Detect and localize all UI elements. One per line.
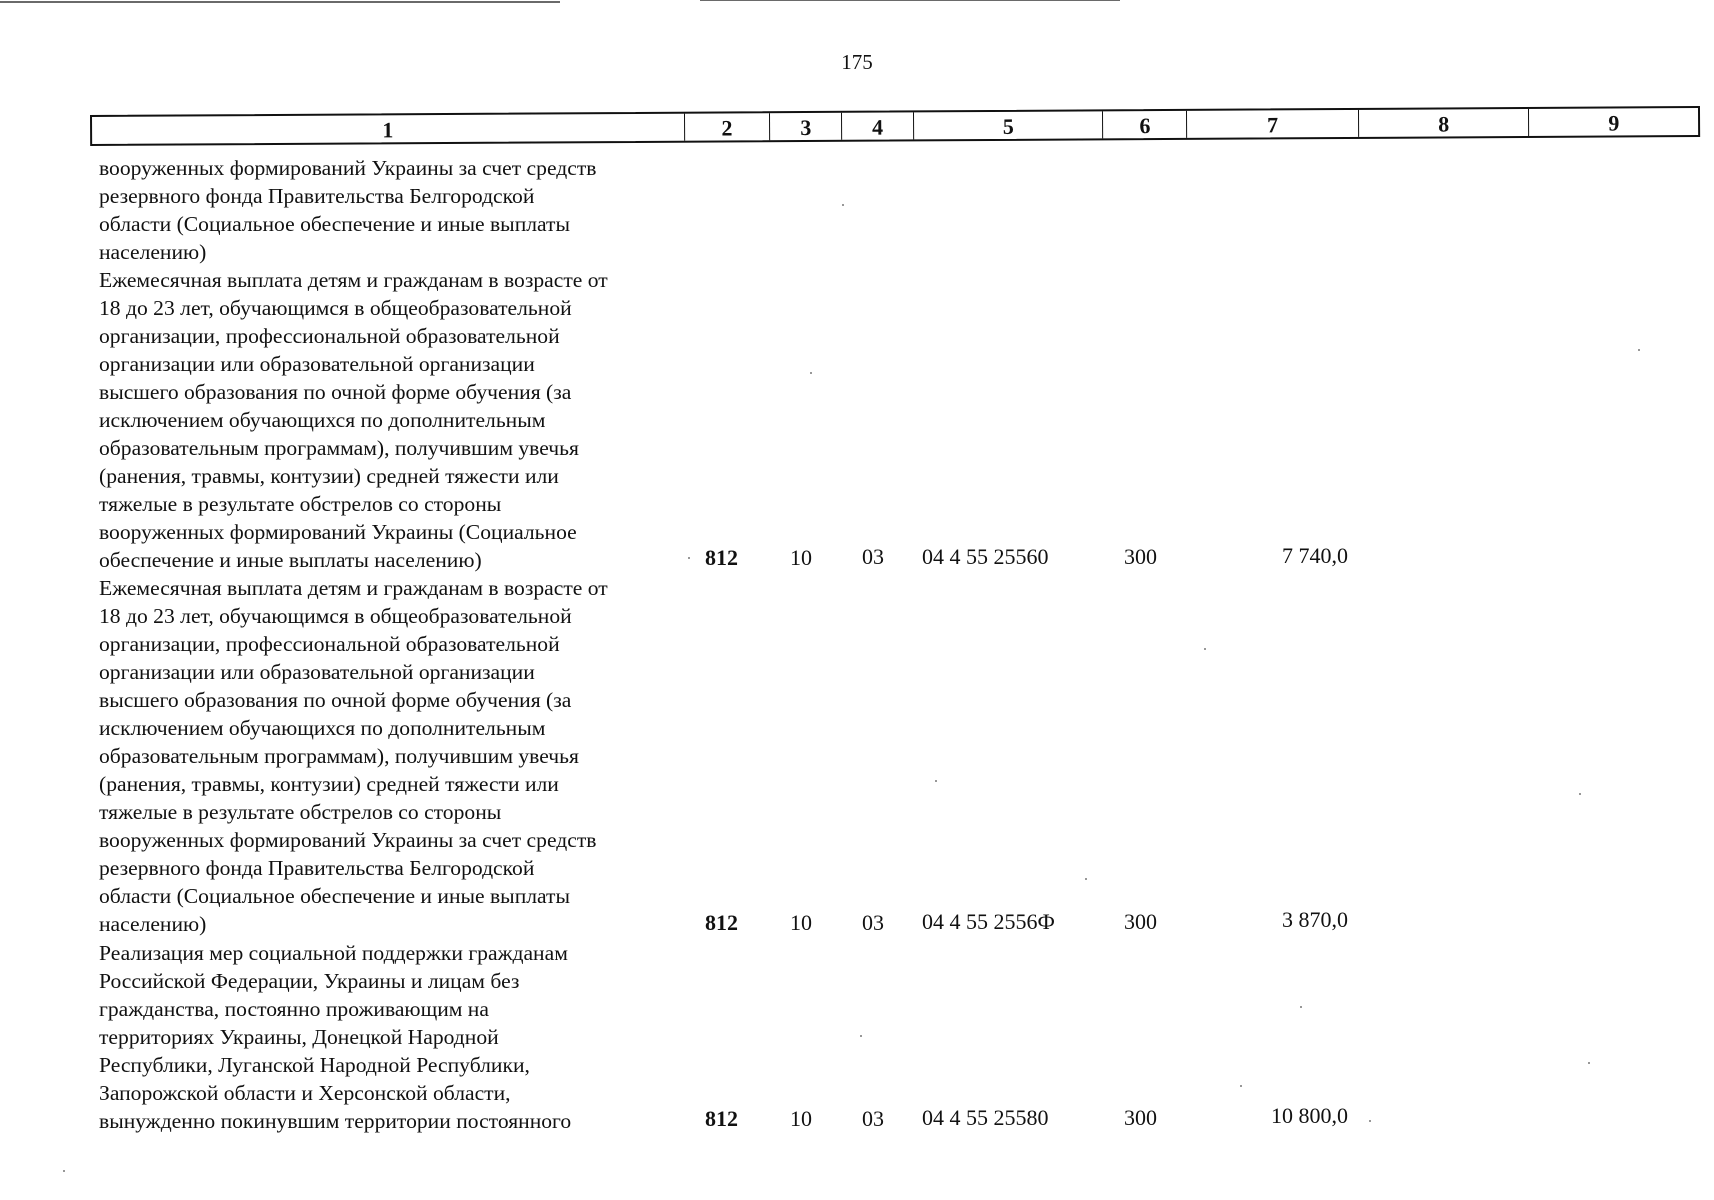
scan-speck (1300, 1006, 1302, 1008)
scan-speck (1369, 1120, 1371, 1122)
scan-speck (1638, 349, 1640, 351)
cell-subsection: 03 (862, 544, 884, 569)
scan-speck (935, 780, 937, 782)
cell-amount: 3 870,0 (1282, 907, 1348, 932)
column-header-8: 8 (1359, 109, 1530, 137)
cell-admin-code: 812 (705, 545, 738, 570)
scan-speck (1240, 1085, 1242, 1087)
row-description: Реализация мер социальной поддержки гражданам Российской Федерации, Украины и лицам без гражданства, постоянно проживающим на территориях Украины, Донецкой Народной Республики, Луганской Народной Республики, Запорожской области и Херсонской области, вынужденно покинувшим территории постоянного (99, 941, 572, 1133)
cell-amount: 7 740,0 (1282, 543, 1348, 568)
cell-target-article: 04 4 55 25560 (922, 544, 1049, 569)
scan-speck (860, 1035, 862, 1037)
table-header (90, 106, 1700, 146)
cell-admin-code: 812 (705, 1106, 738, 1131)
row-description: Ежемесячная выплата детям и гражданам в возрасте от 18 до 23 лет, обучающимся в общеобразовательной организации, профессиональной образовательной организации или образовательной организации высшего образования по очной форме обучения (за исключением обучающихся по дополнительным образовательным программам), получившим увечья (ранения, травмы, контузии) средней тяжести или тяжелые в результате обстрелов со стороны вооруженных формирований Украины за счет средств резервного фонда Правительства Белгородской области (Социальное обеспечение и иные выплаты населению) (99, 576, 608, 936)
scan-speck (688, 557, 690, 559)
column-header-5: 5 (914, 111, 1104, 139)
scan-speck (63, 1170, 65, 1172)
cell-subsection: 03 (862, 910, 884, 935)
row-description: вооруженных формирований Украины за счет средств резервного фонда Правительства Белгородской области (Социальное обеспечение и иные выплаты населению) (99, 156, 597, 264)
scan-speck (1204, 648, 1206, 650)
cell-target-article: 04 4 55 25580 (922, 1105, 1049, 1130)
cell-section: 10 (790, 1106, 812, 1131)
scan-edge-line (0, 1, 560, 3)
cell-target-article: 04 4 55 2556Ф (922, 909, 1055, 934)
scan-edge-line (700, 0, 1120, 1)
cell-subsection: 03 (862, 1106, 884, 1131)
cell-expense-type: 300 (1124, 1105, 1157, 1130)
cell-expense-type: 300 (1124, 544, 1157, 569)
cell-admin-code: 812 (705, 910, 738, 935)
scan-speck (1579, 793, 1581, 795)
column-header-6: 6 (1103, 111, 1187, 138)
column-header-2: 2 (685, 113, 771, 140)
column-header-1: 1 (92, 114, 685, 144)
cell-expense-type: 300 (1124, 909, 1157, 934)
column-header-9: 9 (1608, 110, 1620, 136)
scan-speck (810, 372, 812, 374)
cell-amount: 10 800,0 (1271, 1103, 1348, 1128)
cell-section: 10 (790, 910, 812, 935)
scan-speck (1085, 878, 1087, 880)
cell-section: 10 (790, 545, 812, 570)
column-header-4: 4 (842, 112, 914, 139)
column-header-3: 3 (770, 113, 842, 140)
scan-speck (842, 204, 844, 206)
column-header-7: 7 (1187, 110, 1359, 138)
row-description: Ежемесячная выплата детям и гражданам в возрасте от 18 до 23 лет, обучающимся в общеобразовательной организации, профессиональной образовательной организации или образовательной организации высшего образования по очной форме обучения (за исключением обучающихся по дополнительным образовательным программам), получившим увечья (ранения, травмы, контузии) средней тяжести или тяжелые в результате обстрелов со стороны вооруженных формирований Украины (Социальное обеспечение и иные выплаты населению) (99, 268, 608, 572)
page-number: 175 (841, 50, 873, 74)
scan-speck (1588, 1062, 1590, 1064)
